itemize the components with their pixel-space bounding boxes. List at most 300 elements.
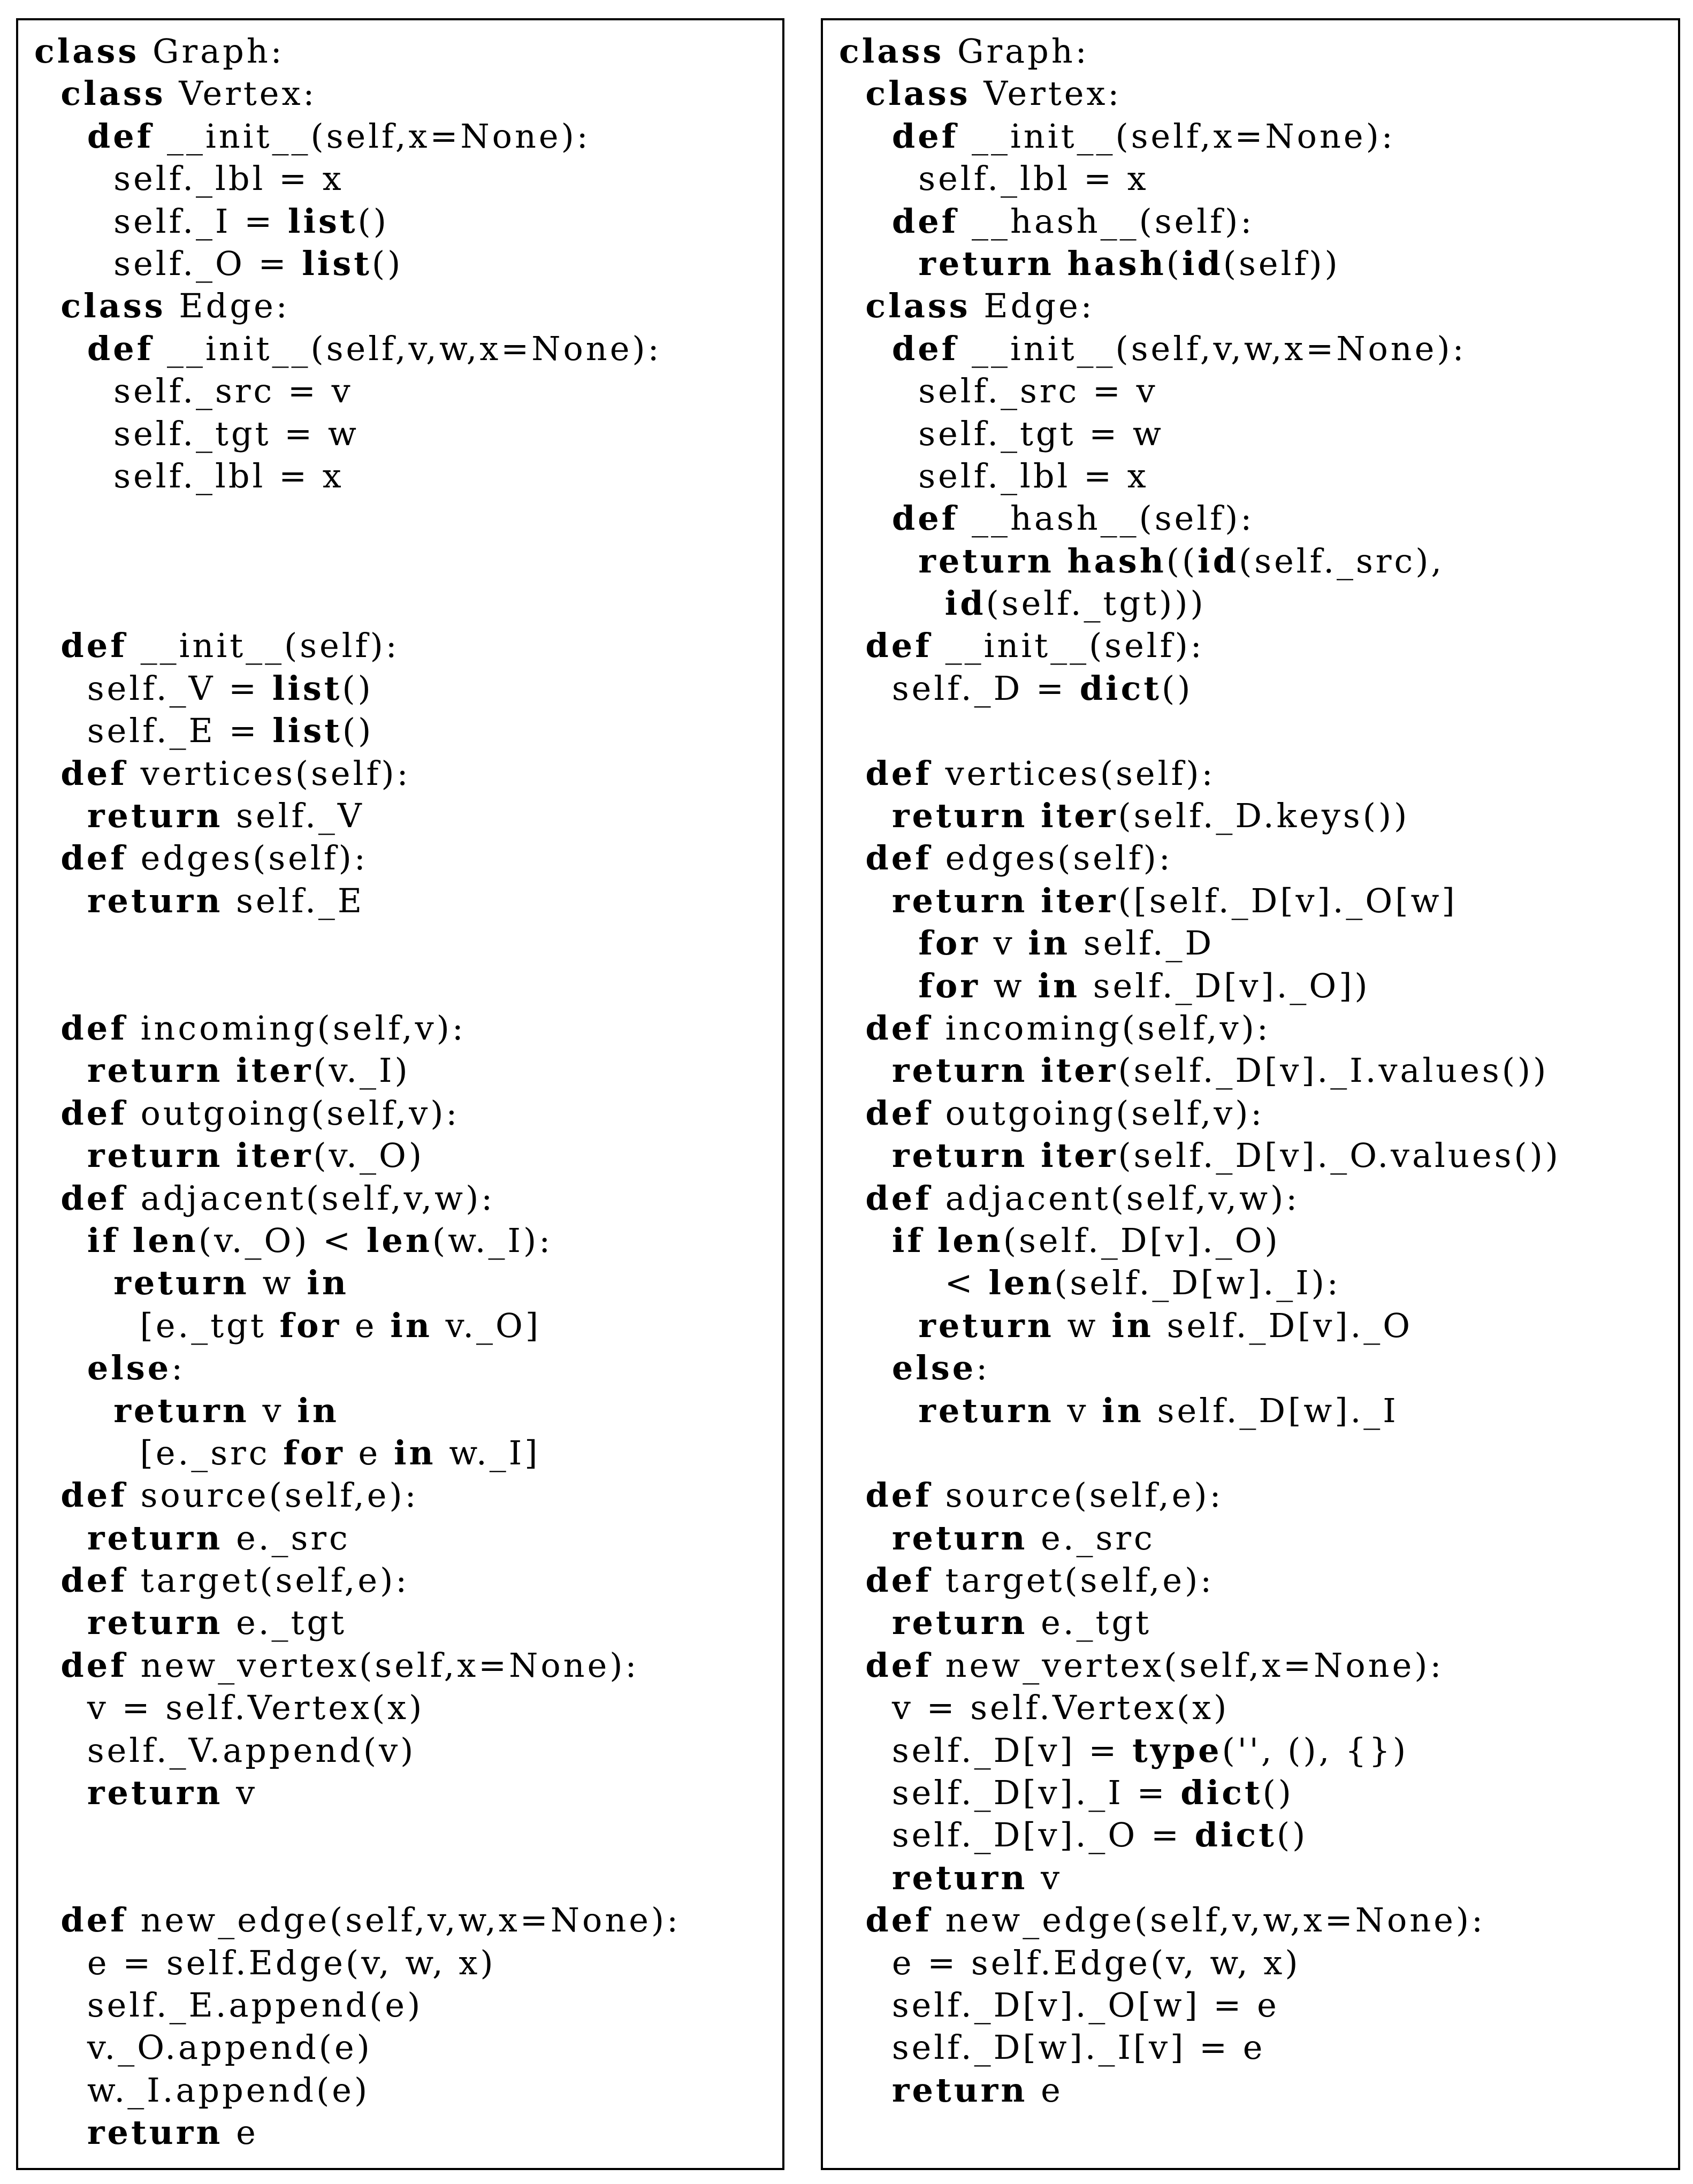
code-keyword: if [87,1220,120,1260]
code-line [34,1899,777,1941]
code-line [34,1347,777,1389]
code-line [34,1601,777,1644]
code-keyword: def [60,1093,127,1133]
code-line [34,200,777,242]
code-keyword: def [60,1900,127,1940]
code-keyword: return [87,2113,223,2152]
code-line [34,1177,777,1219]
code-line [839,72,1673,114]
code-text: __init__(self,x=None): [958,116,1395,156]
code-keyword: id [1181,243,1223,283]
code-line [34,72,777,114]
code-text: v = self.Vertex(x) [34,1688,425,1728]
code-line [839,1134,1673,1177]
code-text: v [1054,1391,1102,1430]
code-text: self._D[v]._O [1153,1305,1413,1345]
code-keyword: def [60,1008,127,1048]
left-code-panel [16,18,784,2170]
code-line [839,709,1673,752]
code-keyword: def [60,1561,127,1600]
code-text [839,286,865,325]
code-keyword: class [60,74,166,113]
code-line [839,1049,1673,1091]
code-line [839,752,1673,795]
code-text: e._tgt [223,1603,347,1643]
code-line [839,327,1673,370]
code-text: self._E.append(e) [34,1985,423,2025]
code-text: v [1027,1858,1063,1897]
code-text [34,1094,60,1133]
code-text: < [839,1263,989,1303]
code-text: v._O] [432,1305,542,1345]
code-text [34,1348,87,1387]
code-keyword: return [87,796,223,836]
code-keyword: def [891,329,959,368]
code-line [34,965,777,1007]
code-keyword: len [366,1220,432,1260]
code-line [34,880,777,922]
code-keyword: len [988,1263,1055,1303]
code-text: : [976,1348,990,1388]
code-text [1027,796,1041,835]
code-text: self._D[v] = [839,1730,1133,1770]
code-line [34,1984,777,2026]
code-text [839,202,892,241]
code-line [839,922,1673,964]
code-line [839,880,1673,922]
code-text: (self._D.keys()) [1118,796,1410,836]
right-code-listing [839,30,1673,2163]
code-keyword: type [1132,1730,1222,1770]
code-text: self._V [223,796,364,836]
code-text [34,626,60,665]
code-text: self._tgt = w [839,414,1164,453]
code-text: outgoing(self,v): [127,1093,460,1133]
code-text: vertices(self): [932,753,1216,793]
code-text [1054,541,1067,581]
code-keyword: def [891,116,959,156]
code-line [839,200,1673,242]
code-keyword: return [87,1051,223,1090]
code-line [839,285,1673,327]
code-text: self._D[w]._I[v] = e [839,2028,1265,2067]
code-line [839,1177,1673,1219]
code-text [839,1009,865,1048]
code-text [839,1179,865,1218]
code-text: self._V = [34,668,272,708]
code-keyword: def [60,1178,127,1218]
code-keyword: return [891,1858,1028,1897]
code-line [34,242,777,285]
code-line [34,1219,777,1262]
code-line [839,1899,1673,1941]
code-keyword: in [1111,1305,1154,1345]
code-text: self._O = [34,243,302,283]
code-keyword: list [272,711,342,751]
code-keyword: dict [1194,1815,1277,1855]
code-line [839,795,1673,837]
code-text: e._tgt [1027,1603,1152,1643]
code-line [839,455,1673,497]
code-keyword: def [60,1645,127,1685]
code-text: self._src = v [839,371,1158,411]
code-text: e._src [223,1518,350,1557]
code-text [839,626,865,665]
code-keyword: def [865,838,932,878]
code-text: e = self.Edge(v, w, x) [839,1943,1301,1982]
code-line [34,30,777,72]
code-text [34,1391,113,1430]
code-text: __init__(self): [127,626,400,666]
code-text [34,754,60,793]
code-text [1027,1136,1041,1175]
code-text [34,1603,87,1642]
right-code-panel [821,18,1680,2170]
code-line [839,582,1673,624]
code-line [34,1049,777,1091]
code-text: Vertex: [970,74,1122,113]
code-keyword: def [87,329,154,368]
code-keyword: def [865,1008,932,1048]
code-keyword: return [891,1136,1028,1175]
code-keyword: in [307,1263,349,1303]
code-text: __hash__(self): [958,201,1255,241]
code-keyword: def [865,626,932,666]
code-text [839,1306,918,1345]
code-text: () [1162,668,1193,708]
code-line [34,1304,777,1347]
code-keyword: def [865,1093,932,1133]
code-text [34,881,87,920]
code-line [839,1219,1673,1262]
code-text: () [371,243,403,283]
code-keyword: def [891,201,959,241]
code-line [839,1389,1673,1432]
code-line [34,1092,777,1134]
code-line [34,1686,777,1729]
code-line [839,1304,1673,1347]
code-keyword: return [87,1518,223,1557]
code-text [839,541,918,581]
code-keyword: return [891,796,1028,836]
code-text: self._E = [34,711,273,751]
code-keyword: class [839,32,944,71]
code-text: incoming(self,v): [932,1008,1271,1048]
code-text [34,1518,87,1557]
code-text: () [342,668,373,708]
code-text: __hash__(self): [958,499,1255,538]
code-keyword: return [87,881,223,920]
code-keyword: def [891,499,959,538]
code-text [839,1221,892,1260]
code-keyword: return [87,1136,223,1175]
code-text: Graph: [944,32,1089,71]
code-keyword: dict [1180,1773,1263,1813]
code-text: v = self.Vertex(x) [839,1688,1230,1728]
code-text [839,923,918,963]
code-text: __init__(self,x=None): [154,116,591,156]
code-line [34,2069,777,2111]
code-line [839,1262,1673,1304]
code-text: adjacent(self,v,w): [127,1178,495,1218]
code-text [34,1263,113,1302]
code-line [839,624,1673,667]
code-text: e = self.Edge(v, w, x) [34,1943,496,1982]
code-text [839,1561,865,1600]
code-line [839,413,1673,455]
code-text [839,1051,892,1090]
code-text: [e._tgt [34,1305,280,1345]
code-keyword: class [865,286,971,326]
code-keyword: in [1028,923,1071,963]
code-text: ('', (), {}) [1222,1730,1409,1770]
code-keyword: else [87,1348,172,1388]
code-text [34,1900,60,1939]
code-line [34,115,777,157]
code-text [34,1179,60,1218]
code-line [839,1771,1673,1814]
code-keyword: return [891,881,1028,920]
code-line [34,327,777,370]
code-text: e._src [1027,1518,1155,1557]
code-line [34,370,777,412]
code-line [839,370,1673,412]
code-text [34,1051,87,1090]
code-line [839,1347,1673,1389]
code-line [34,1262,777,1304]
code-line [839,1601,1673,1644]
code-keyword: return [113,1263,249,1303]
code-text [839,1094,865,1133]
code-text [34,286,60,325]
code-line [34,1771,777,1814]
code-line [34,2026,777,2068]
code-text: (self._D[v]._O) [1003,1220,1280,1260]
code-text [839,796,892,835]
code-text: edges(self): [127,838,368,878]
code-text [34,1646,60,1685]
code-line [34,667,777,709]
code-keyword: for [918,966,980,1005]
code-keyword: else [891,1348,977,1388]
code-text [839,1858,892,1897]
code-text: edges(self): [932,838,1173,878]
code-keyword: def [865,1476,932,1515]
code-text [34,1136,87,1175]
code-text: new_vertex(self,x=None): [127,1645,639,1685]
code-text [839,584,945,623]
code-text [839,499,892,538]
code-text [34,74,60,113]
code-text [34,1009,60,1048]
code-text: self._D[v]._O]) [1080,966,1370,1005]
code-text: (self._src), [1239,541,1445,581]
code-line [34,837,777,879]
code-line [839,667,1673,709]
code-text: self._D = [839,668,1080,708]
code-text: self._D[v]._O[w] = e [839,1985,1279,2025]
code-text: (self)) [1223,243,1340,283]
code-text: target(self,e): [127,1561,410,1600]
code-text [839,329,892,368]
code-text: self._lbl = x [839,159,1149,198]
code-text [34,329,87,368]
code-text [839,117,892,156]
code-keyword: in [390,1305,432,1345]
code-keyword: if [891,1220,925,1260]
code-text: __init__(self,v,w,x=None): [958,329,1467,368]
code-line [839,1092,1673,1134]
code-line [839,965,1673,1007]
code-line [34,1134,777,1177]
code-keyword: for [279,1305,342,1345]
code-keyword: return [87,1773,223,1813]
code-line [34,413,777,455]
code-line [34,1517,777,1559]
code-text: v [223,1773,258,1813]
code-text [839,1646,865,1685]
left-code-listing [34,30,777,2163]
code-line [839,2069,1673,2111]
code-text [34,1476,60,1515]
code-text: () [1262,1773,1294,1813]
code-line [839,242,1673,285]
code-text: () [1276,1815,1308,1855]
code-line [34,1007,777,1049]
code-text [839,74,865,113]
code-keyword: def [865,1561,932,1600]
code-text: (v._O) [313,1136,425,1175]
code-keyword: id [1198,541,1239,581]
code-text: [e._src [34,1433,284,1472]
code-line [839,1644,1673,1686]
code-text [1054,244,1067,283]
code-keyword: return [87,1603,223,1643]
code-text [223,1051,236,1090]
code-text [34,2113,87,2152]
code-line [34,1644,777,1686]
code-text [34,838,60,877]
code-text: ( [1166,243,1182,283]
code-line [34,795,777,837]
code-keyword: iter [236,1136,314,1175]
code-text [839,1348,892,1387]
code-text: (self._D[w]._I): [1054,1263,1341,1303]
code-text [839,754,865,793]
code-text: (self._tgt))) [986,584,1206,623]
code-keyword: def [87,116,154,156]
code-line [34,1389,777,1432]
code-text [1027,1051,1041,1090]
code-text [119,1221,133,1260]
code-text: w._I] [436,1433,540,1472]
code-keyword: return [113,1391,249,1430]
code-line [839,1474,1673,1516]
code-keyword: hash [1067,243,1166,283]
code-keyword: class [34,32,140,71]
code-line [839,837,1673,879]
code-text: self._lbl = x [34,456,344,495]
code-text [839,244,918,283]
code-keyword: return [918,1305,1054,1345]
code-keyword: return [891,1051,1028,1090]
code-line [34,157,777,200]
code-line [839,157,1673,200]
code-keyword: iter [1041,796,1118,836]
code-text: w [980,966,1038,1005]
code-text: source(self,e): [932,1476,1224,1515]
code-keyword: return [918,1391,1054,1430]
code-keyword: in [393,1433,436,1472]
code-text: self._V.append(v) [34,1730,416,1770]
code-line [34,540,777,582]
code-keyword: in [297,1391,339,1430]
code-keyword: for [918,923,980,963]
code-line [34,497,777,539]
code-text: Edge: [165,286,290,326]
code-text [839,1603,892,1642]
code-keyword: dict [1079,668,1162,708]
code-text: new_vertex(self,x=None): [932,1645,1444,1685]
code-text: (self._D[v]._I.values()) [1118,1051,1549,1090]
code-text: self._D[v]._I = [839,1773,1181,1813]
code-keyword: list [302,243,372,283]
code-text: adjacent(self,v,w): [932,1178,1300,1218]
code-text: e [1027,2070,1063,2110]
code-keyword: len [132,1220,199,1260]
code-text: e [341,1305,391,1345]
code-text: (v._O) < [198,1220,367,1260]
code-line [34,922,777,964]
code-text: Edge: [970,286,1095,326]
code-keyword: iter [1041,881,1118,920]
code-text: (( [1166,541,1198,581]
code-text: target(self,e): [932,1561,1215,1600]
code-keyword: class [60,286,166,326]
code-keyword: in [1038,966,1080,1005]
code-text: incoming(self,v): [127,1008,466,1048]
code-text: w [1054,1305,1112,1345]
code-text [34,796,87,835]
code-keyword: id [944,584,986,623]
code-text: self._lbl = x [839,456,1149,495]
code-line [34,1942,777,1984]
code-keyword: iter [1041,1051,1118,1090]
code-text: self._E [223,881,365,920]
code-text [839,1391,918,1430]
code-line [34,455,777,497]
code-keyword: class [865,74,971,113]
code-keyword: def [60,626,127,666]
code-text: : [171,1348,186,1388]
code-line [839,540,1673,582]
code-keyword: def [865,753,932,793]
code-line [839,1814,1673,1856]
code-text: v._O.append(e) [34,2028,372,2067]
code-keyword: def [865,1900,932,1940]
code-text: Graph: [139,32,285,71]
code-text: v [249,1391,298,1430]
code-line [34,1474,777,1516]
code-line [839,1432,1673,1474]
code-line [839,2026,1673,2068]
code-text: (self._D[v]._O.values()) [1118,1136,1561,1175]
code-line [839,1517,1673,1559]
code-text [1027,881,1041,920]
code-line [839,1857,1673,1899]
code-keyword: def [60,838,127,878]
code-text: self._D[w]._I [1143,1391,1399,1430]
